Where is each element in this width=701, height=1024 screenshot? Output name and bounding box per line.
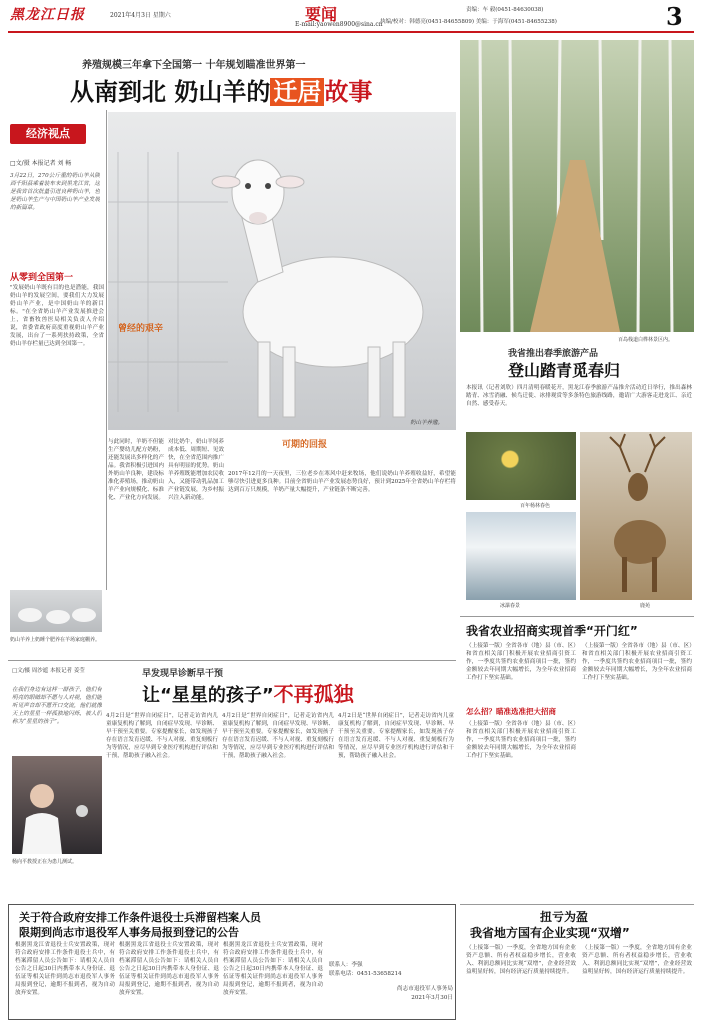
- tourism-headline: 登山踏青觅春归: [508, 361, 621, 380]
- editor-line: 责编：车 毅(0451-84630038): [466, 7, 544, 13]
- subhead-zero-to-first: 从零到全国第一: [10, 273, 74, 283]
- photo-caption: 奶山羊养殖。: [410, 420, 444, 426]
- headline-text: 故事: [324, 78, 373, 106]
- autism-byline: □文/摄 周沙遮 本报记者 姜莹: [12, 668, 85, 674]
- notice-headline: 关于符合政府安排工作条件退役士兵滞留档案人员: [19, 911, 261, 924]
- tourism-text: 本报讯（记者刘欣）四月清明春暖花开，黑龙江春季旅游产品推介活动近日举行，推出森林踏青、冰雪消融、候鸟迁徙、冰排观赏等多条特色旅游线路，邀请广大游客走进龙江、亲近自然、感受春天。: [466, 385, 692, 407]
- walkway-illustration: [460, 40, 694, 332]
- section-title: 要闻: [305, 5, 338, 24]
- page-number: 3: [666, 2, 683, 31]
- deer-illustration: [580, 432, 692, 600]
- divider: [460, 904, 694, 905]
- autism-lead: 在我们身边有这样一群孩子，他们有明亮的眼睛却不愿与人对视，他们能听见声音却不愿开口交流，他们就像天上的星星一样孤独地闪烁，被人们称为“星星的孩子”。: [12, 687, 102, 725]
- autism-text-col-1: 4月2日是“世界自闭症日”，记者走访省内儿童康复机构了解到，自闭症早发现、早诊断、早干预至关重要。专家提醒家长，如发现孩子存在语言发育迟缓、不与人对视、重复刻板行为等情况，应尽早到专业医疗机构进行评估和干预，帮助孩子融入社会。: [106, 713, 218, 759]
- body-col-1: "发展奶山羊既有目的也是潜能，我国奶山羊的发展空间，要我们大力发展奶山羊产业，是中国奶山羊的新目标。"在全省奶山羊产业发展推进会上，省畜牧兽医局相关负责人介绍说，省委省政府高度重视奶山羊产业发展，出台了一系列扶持政策，全省奶山羊存栏量已达到全国第一。: [10, 285, 104, 347]
- autism-text-col-2: 4月2日是“世界自闭症日”，记者走访省内儿童康复机构了解到，自闭症早发现、早诊断、早干预至关重要。专家提醒家长，如发现孩子存在语言发育迟缓、不与人对视、重复刻板行为等情况，应尽早到专业医疗机构进行评估和干预，帮助孩子融入社会。: [222, 713, 334, 759]
- main-headline: [70, 72, 372, 107]
- flowers-photo: [466, 432, 576, 500]
- divider: [106, 110, 107, 590]
- notice-headline: 限期到尚志市退役军人事务局报到登记的公告: [19, 926, 239, 939]
- photo-caption: 百岛栈道白桦林景区内。: [618, 337, 674, 343]
- section-email: E-mail:yaowen8900@sina.cn: [295, 21, 383, 28]
- doctor-photo: [12, 756, 102, 854]
- byline: □文/摄 本报记者 刘 畅: [10, 160, 72, 167]
- notice-contact-person: 联系人：李强: [329, 962, 363, 968]
- photo-caption: 鹿苑: [640, 603, 651, 609]
- issue-date: 2021年4月3日 星期六: [110, 12, 171, 19]
- headline-text: 从南到北 奶山羊的: [70, 78, 271, 106]
- autism-text-col-3: 4月2日是“世界自闭症日”，记者走访省内儿童康复机构了解到，自闭症早发现、早诊断、早干预至关重要。专家提醒家长，如发现孩子存在语言发育迟缓、不与人对视、重复刻板行为等情况，应尽早到专业医疗机构进行评估和干预，帮助孩子融入社会。: [338, 713, 454, 759]
- lead-paragraph: 3月22日，270公斤重的奶山羊从陕西千阳县乘着装车来到黑龙江省，这是我省首次批量引进良种奶山羊，也是奶山羊生产与中国奶山羊产业发展的新篇章。: [10, 173, 100, 211]
- body-col-4: 2017年12月的一天夜里，三位老乡在寒风中赶来牧场，他们说奶山羊养殖收益好，希望能够尽快引进更多良种。目前全省奶山羊产业发展态势良好，预计到2025年全省奶山羊存栏将达到百万只规模，羊奶产量大幅提升，产业链条不断完善。: [228, 471, 456, 493]
- tourism-kicker: 我省推出春季旅游产品: [508, 349, 599, 359]
- autism-kicker: 早发现早诊断早干预: [142, 669, 224, 679]
- doctor-illustration: [12, 756, 102, 854]
- goat-photo: [108, 112, 456, 430]
- notice-text-col-1: 根据黑龙江省退役士兵安置政策，现对符合政府安排工作条件退役士兵中，有档案滞留人员公告如下：请相关人员自公告之日起30日内携带本人身份证、退伍证等相关证件到尚志市退役军人事务局报到登记，逾期不报到者，视为自动放弃安置。: [15, 942, 115, 996]
- headline-highlight: 迁居: [270, 78, 324, 106]
- soe-headline: 扭亏为盈: [540, 910, 589, 924]
- main-kicker: 养殖规模三年拿下全国第一 十年规划瞄准世界第一: [82, 60, 306, 71]
- goats-herd-illustration: [10, 590, 102, 632]
- photo-caption: 杨向平教授正在为患儿测试。: [12, 859, 78, 865]
- agri-headline: 我省农业招商实现首季“开门红”: [466, 624, 638, 638]
- deer-photo: [580, 432, 692, 600]
- column-tag-label: 经济视点: [26, 127, 70, 140]
- subhead-hardship: 曾经的艰辛: [118, 324, 164, 334]
- goats-photo-lower: [10, 590, 102, 632]
- notice-issuer: 尚志市退役军人事务局: [397, 986, 453, 992]
- editor-line: 执编/校对：韩德亮(0451-84655809) 美编：于海军(0451-84655238): [380, 19, 557, 25]
- body-col-2: 与此同时，羊奶不但能生产婴幼儿配方奶粉，还能发展出多样化的产品。我省积极引进国内外奶山羊良种，建设标准化养殖场，推动奶山羊产业向规模化、标准化、产业化方向发展。: [108, 439, 164, 501]
- agri-text-2: （上接第一版）全省各市（地）县（市、区）和省直相关部门积极开展农业招商引资工作，一季度共签约农业招商项目一批，签约金额较去年同期大幅增长，为全年农业招商工作打下坚实基础。: [466, 721, 576, 759]
- waterfall-photo: [466, 512, 576, 600]
- autism-headline-text: 让“星星的孩子”: [142, 685, 274, 706]
- subhead-returns: 可期的回报: [282, 440, 328, 450]
- agri-text-3: （上接第一版）全省各市（地）县（市、区）和省直相关部门积极开展农业招商引资工作，一季度共签约农业招商项目一批，签约金额较去年同期大幅增长，为全年农业招商工作打下坚实基础。: [582, 643, 692, 681]
- photo-caption: 百年杨林春色: [520, 503, 551, 509]
- notice-box: [8, 904, 456, 1020]
- soe-text-col-2: （上接第一版）一季度，全省地方国有企业资产总额、所有者权益稳步增长，营业收入、利润总额同比实现“双增”，企业经营效益明显好转，国有经济运行质量持续提升。: [582, 945, 692, 975]
- soe-subheadline: 我省地方国有企业实现“双增”: [470, 926, 630, 940]
- agri-subhead: 怎么招？瞄准选准把大招商: [466, 707, 556, 716]
- notice-text-col-3: 根据黑龙江省退役士兵安置政策，现对符合政府安排工作条件退役士兵中，有档案滞留人员公告如下：请相关人员自公告之日起30日内携带本人身份证、退伍证等相关证件到尚志市退役军人事务局报到登记，逾期不报到者，视为自动放弃安置。: [223, 942, 323, 996]
- masthead-rule: [8, 31, 694, 33]
- photo-caption: 冰瀑春景: [500, 603, 521, 609]
- notice-text-col-2: 根据黑龙江省退役士兵安置政策，现对符合政府安排工作条件退役士兵中，有档案滞留人员公告如下：请相关人员自公告之日起30日内携带本人身份证、退伍证等相关证件到尚志市退役军人事务局报到登记，逾期不报到者，视为自动放弃安置。: [119, 942, 219, 996]
- birch-walkway-photo: [460, 40, 694, 332]
- masthead: [0, 0, 701, 40]
- body-col-3: 对比奶牛，奶山羊饲养成本低、周期短、见效快，在全省范围内推广具有明显的优势。奶山羊养殖既能增加农民收入，又能带动乳品加工产业链发展，为乡村振兴注入新动能。: [168, 439, 224, 501]
- column-tag: [10, 124, 86, 144]
- agri-text: （上接第一版）全省各市（地）县（市、区）和省直相关部门积极开展农业招商引资工作，一季度共签约农业招商项目一批，签约金额较去年同期大幅增长，为全年农业招商工作打下坚实基础。: [466, 643, 576, 681]
- goat-illustration: [108, 112, 456, 430]
- soe-text-col-1: （上接第一版）一季度，全省地方国有企业资产总额、所有者权益稳步增长，营业收入、利润总额同比实现“双增”，企业经营效益明显好转，国有经济运行质量持续提升。: [466, 945, 576, 975]
- newspaper-logo: 黑龙江日报: [10, 7, 85, 23]
- notice-contact-phone: 联系电话：0451-53658214: [329, 971, 402, 977]
- photo-caption: 奶山羊养上奶睡个肥养在羊场家庭棚养。: [10, 637, 101, 643]
- autism-headline-highlight: 不再孤独: [273, 682, 354, 706]
- autism-headline: [142, 678, 354, 707]
- notice-contact: [329, 961, 453, 1003]
- notice-date: 2021年3月30日: [411, 995, 453, 1001]
- divider: [460, 616, 694, 617]
- divider: [8, 660, 456, 661]
